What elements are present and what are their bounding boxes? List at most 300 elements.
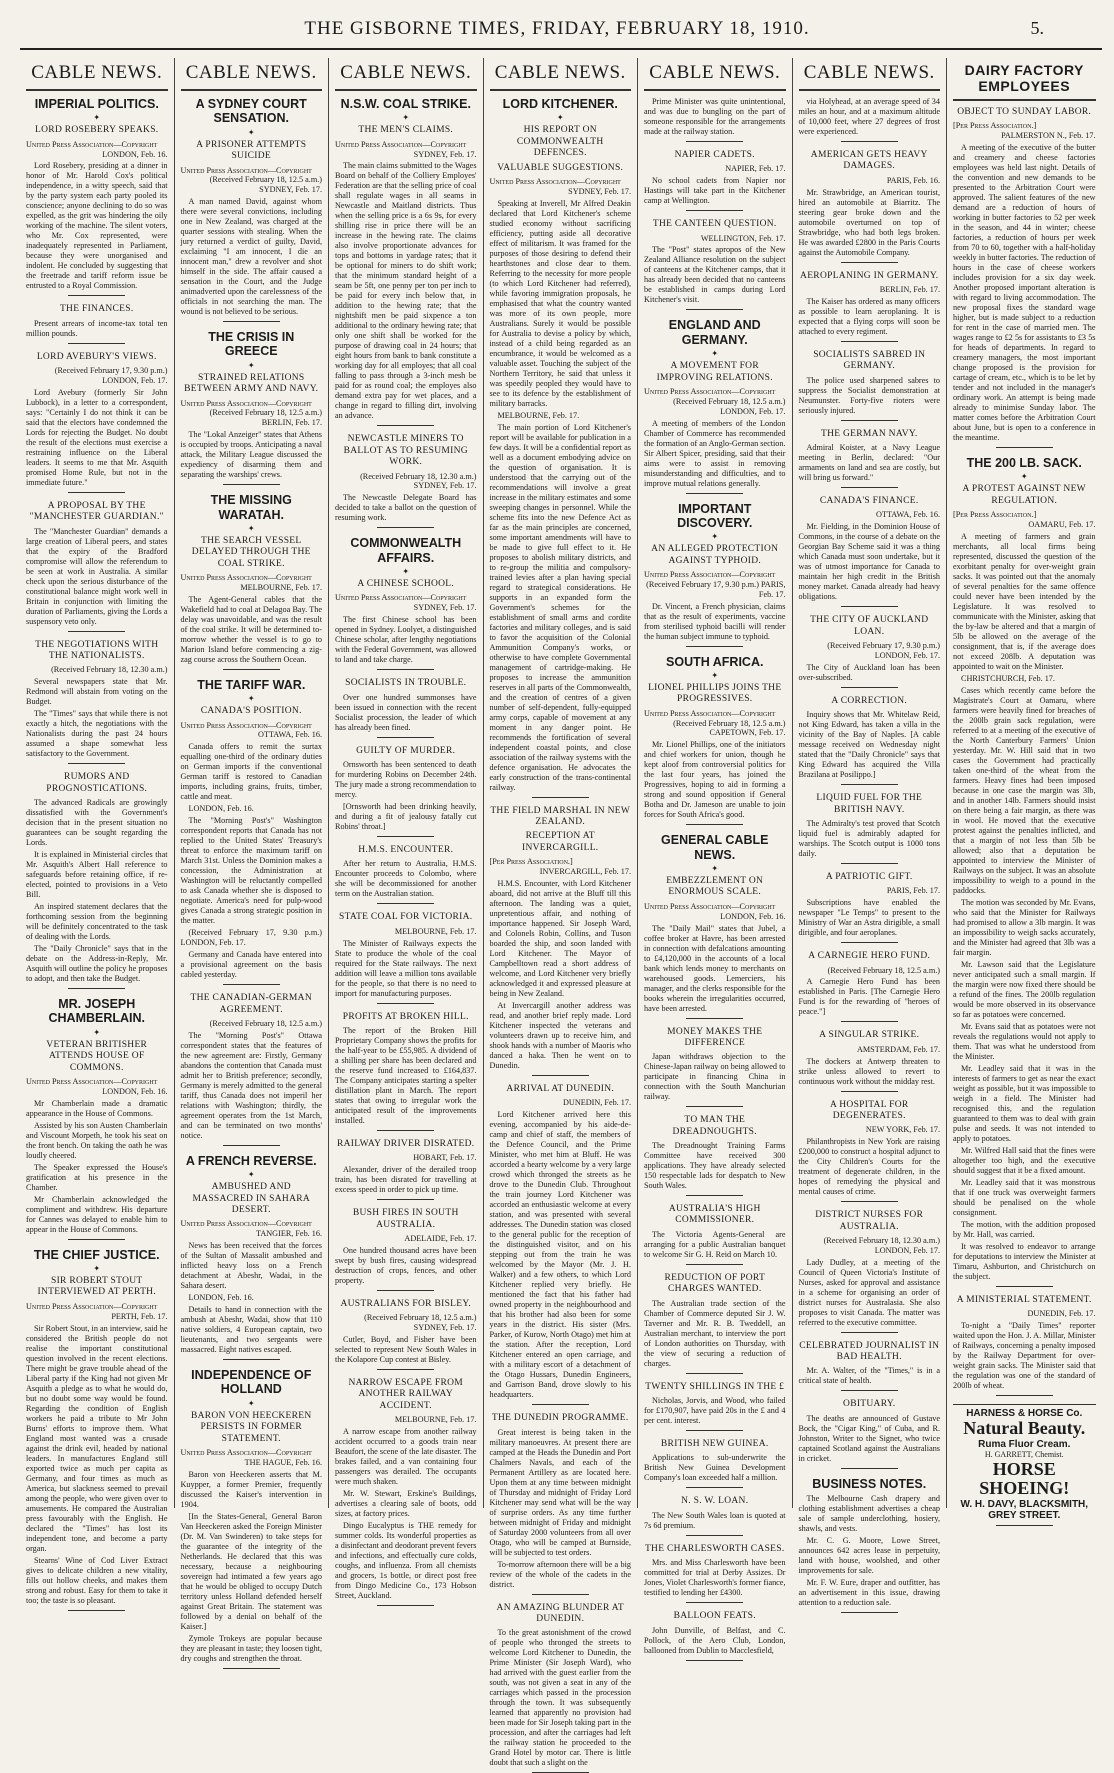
column-heading: CABLE NEWS. xyxy=(26,58,168,91)
article-paragraph: Alexander, driver of the derailed troop train, has been disrated for travelling at excess speed in order to pick up time. xyxy=(335,1165,477,1195)
article-subheading: AMBUSHED AND MASSACRED IN SAHARA DESERT. xyxy=(181,1182,323,1216)
article-divider xyxy=(68,343,125,344)
article-subheading: LIONEL PHILLIPS JOINS THE PROGRESSIVES. xyxy=(644,683,786,706)
article-paragraph: MELBOURNE, Feb. 17. xyxy=(490,411,632,421)
press-credit: United Press Association—Copyright xyxy=(335,593,477,603)
article xyxy=(953,456,1096,1287)
column-4 xyxy=(484,58,639,1508)
article-divider xyxy=(841,141,898,142)
dateline: PARIS, Feb. 16. xyxy=(799,176,941,186)
divider-star: ✦ xyxy=(26,114,168,122)
article-paragraph: Mr. Leadley said that it was in the interests of farmers to get as near the exact weight as possible, but it was impossible to weigh in a field. The Minister had recognised this, and the regulation guaranteed to them was to deal with grain pulse and seeds. It was not intended to apply to potatoes. xyxy=(953,1064,1096,1144)
article-paragraph: To the great astonishment of the crowd of people who thronged the streets to welcome Lord Kitchener to Dunedin, the Prime Minister (Sir Joseph Ward), who had arrived with the guest earlier from the south, was not given a seat in any of the carriages which passed in the procession through the town. It was subsequently learned that apparently no provision had been made for Sir Joseph taking part in the procession, and after the carriages had left the railway station he proceeded to the Grand Hotel by motor car. There is little doubt that such a slight on the xyxy=(490,1628,632,1768)
article-subheading: VETERAN BRITISHER ATTENDS HOUSE OF COMMONS. xyxy=(26,1040,168,1074)
article-divider xyxy=(532,1594,589,1595)
article-divider xyxy=(377,527,434,528)
article-paragraph: The "Daily Chronicle" says that in the debate on the Address-in-Reply, Mr. Asquith will outline the policy he proposes to adopt, and then take the Budget. xyxy=(26,944,168,984)
article-divider xyxy=(686,1535,743,1536)
article-paragraph: The Speaker expressed the House's gratification at his presence in the Chamber. xyxy=(26,1163,168,1193)
dateline: LONDON, Feb. 16. xyxy=(26,150,168,160)
article-subheading: RUMORS AND PROGNOSTICATIONS. xyxy=(26,772,168,795)
article-divider xyxy=(686,1106,743,1107)
article-divider xyxy=(377,1130,434,1131)
article xyxy=(644,1273,786,1374)
column-7 xyxy=(947,58,1102,1508)
article-paragraph: H.M.S. Encounter, with Lord Kitchener aboard, did not arrive at the Bluff till this afternoon. The landing was a quiet, unpretentious affair, and nothing of importance happened. Sir Joseph Ward, and Colonels Robin, Collins, and Tuson boarded the ship, and soon landed with Lord Kitchener. The Mayor of Campbelltown read a short address of welcome, and Lord Kitchener very briefly acknowledged it and expressed pleasure at being in New Zealand. xyxy=(490,879,632,999)
article-paragraph: The report of the Broken Hill Proprietary Company shows the profits for the half-year to be £55,985. A dividend of a shilling per share has been declared and the reserve fund increased to £164,837. The Company anticipates starting a spelter distillation plant in March. The report states that owing to irregular work the anticipated result of the improvements installed. xyxy=(335,1026,477,1126)
article-subheading: A SINGULAR STRIKE. xyxy=(799,1030,941,1041)
article-paragraph: Sir Robert Stout, in an interview, said he considered the British people do not realise the important constitutional question involved in the recent elections. There might be grave trouble ahead of the Liberal party if the King had not given Mr Asquith a pledge as to what he would do, but no doubt some way would be found. Regarding the condition of English workers he paid a tribute to Mr John Burns' efforts to improve them. What England most wanted was a crusade against the drink evil, headed by national leaders. In manufactures England still exported twice as much per capita as Germany, and four times as much as America, but slackness seemed to prevail among the people, who were given over to amusements. He compared the Australian press favourably with the English. He declared the "Times" has lost its independent tone, and become a party organ. xyxy=(26,1324,168,1554)
article-subheading: OBJECT TO SUNDAY LABOR. xyxy=(953,107,1096,118)
article-subheading: DISTRICT NURSES FOR AUSTRALIA. xyxy=(799,1210,941,1233)
article-headline: THE 200 LB. SACK. xyxy=(953,456,1096,470)
article-divider xyxy=(223,321,280,322)
article-subheading: CANADA'S POSITION. xyxy=(181,706,323,717)
article-paragraph: The motion, with the addition proposed by Mr. Hall, was carried. xyxy=(953,1220,1096,1240)
article xyxy=(490,806,632,1076)
column-heading: CABLE NEWS. xyxy=(181,58,323,91)
article xyxy=(335,678,477,737)
article-subheading: A PROTEST AGAINST NEW REGULATION. xyxy=(953,484,1096,507)
article xyxy=(335,912,477,1003)
ad-line: H. GARRETT, Chemist. xyxy=(953,1450,1096,1460)
newspaper-title: THE GISBORNE TIMES, FRIDAY, FEBRUARY 18, 1910. xyxy=(0,18,1114,40)
dateline: LONDON, Feb. 16. xyxy=(26,1087,168,1097)
article-paragraph: Dr. Vincent, a French physician, claims that as the result of experiments, vaccine from sterilised typhoid bacilli will render the human subject immune to typhoid. xyxy=(644,602,786,642)
dateline: MELBOURNE, Feb. 17. xyxy=(181,583,323,593)
article-divider xyxy=(996,1395,1053,1396)
article-divider xyxy=(532,1075,589,1076)
article xyxy=(644,1439,786,1488)
press-credit: United Press Association—Copyright xyxy=(181,1219,323,1229)
dateline: BERLIN, Feb. 17. xyxy=(799,285,941,295)
article-paragraph: An inspired statement declares that the forthcoming session from the beginning will be definitely concentrated to the task of dealing with the Lords. xyxy=(26,902,168,942)
article-headline: MR. JOSEPH CHAMBERLAIN. xyxy=(26,997,168,1026)
article xyxy=(335,434,477,528)
article-subheading: THE GERMAN NAVY. xyxy=(799,429,941,440)
ad-line: Ruma Fluor Cream. xyxy=(953,1439,1096,1450)
article-subheading: HIS REPORT ON COMMONWEALTH DEFENCES. xyxy=(490,125,632,159)
article xyxy=(953,107,1096,448)
article-headline: BUSINESS NOTES. xyxy=(799,1477,941,1491)
dateline: INVERCARGILL, Feb. 17. xyxy=(490,867,632,877)
article-divider xyxy=(377,425,434,426)
article-subheading: A CARNEGIE HERO FUND. xyxy=(799,951,941,962)
article-paragraph: [Ornsworth had been drinking heavily, and during a fit of jealousy fatally cut Robins' throat.] xyxy=(335,802,477,832)
article-paragraph: Great interest is being taken in the military manoeuvres. At present there are camped at the Heads the Dunedin and Port Chalmers Navals, and each of the Permanent Artillery as are located here. Upon them at any time between midnight of Thursday and midnight of Friday Lord Kitchener may send what will be the way of surprise orders. As any time further between midnight of Friday and midnight of Saturday 2000 volunteers from all over Otago, who will be camped at Burnside, will be subjected to test orders. xyxy=(490,1428,632,1558)
ad-line: Natural Beauty. xyxy=(953,1419,1096,1439)
article-paragraph: The main portion of Lord Kitchener's report will be available for publication in a few days. It will be a confidential report as well as a document embodying advice on the question of organisation. It is understood that the carrying out of the recommendations will involve a great increase in the military estimates and some sweeping changes in personnel. While the scheme fits into the new Defence Act as far as the main principles are concerned, some important amendments will have to be made to give full effect to it. He proposes to abolish military districts, and to re-group the militia and compulsory-trained levies after a plan having special regard to strategical considerations. He supports in an expanded form the Government's schemes for the establishment of small arms and cordite factories and military colleges, and is said to favor the acquisition of the Colonial Ammunition Company's works, or otherwise to have complete Governmental management of cartridge-making. He proposes to increase the ammunition reserves in all parts of the Commonwealth, and the creation of centres of a given number of self-dependent, fully-equipped army corps, capable of movement at any moment in any danger point. He recommends the fortification of several independent coastal points, and close association of the railway systems with the defence organisation. He advocates the early construction of the trans-continental railway. xyxy=(490,423,632,793)
dateline: (Received February 18, 12.5 a.m.) CAPETOWN, Feb. 17. xyxy=(644,719,786,739)
article-paragraph: Japan withdraws objection to the Chinese-Japan railway on being allowed to participate in financing China in connection with the South Manchurian railway. xyxy=(644,1052,786,1102)
dateline: OTTAWA, Feb. 16. xyxy=(799,510,941,520)
press-credit: United Press Association—Copyright xyxy=(181,166,323,176)
masthead xyxy=(0,18,1114,44)
article-paragraph: The Newcastle Delegate Board has decided to take a ballot on the question of resuming work. xyxy=(335,493,477,523)
article-divider xyxy=(377,903,434,904)
article-divider xyxy=(532,1404,589,1405)
article-paragraph: Mr. Lionel Phillips, one of the initiators and chief workers for union, though he kept aloof from controversial politics for the last four years, has joined the Progressives, hoping to aid in forming a strong and sound opposition if General Botha and Dr. Jameson are unable to join forces for South Africa's good. xyxy=(644,740,786,820)
dateline: (Received February 18, 12.30 a.m.) SYDNEY, Feb. 17. xyxy=(335,472,477,492)
article-paragraph: Ornsworth has been sentenced to death for murdering Robins on December 24th. The jury made a strong recommendation to mercy. xyxy=(335,760,477,800)
article-paragraph: Admiral Koister, at a Navy League meeting in Berlin, declared: "Our armaments on land and sea are costly, but will bring us forward." xyxy=(799,443,941,483)
article-subheading: THE SEARCH VESSEL DELAYED THROUGH THE COAL STRIKE. xyxy=(181,536,323,570)
article-paragraph: The Australian trade section of the Chamber of Commerce deputed Sir J. W. Taverner and Mr. R. B. Tweddell, an Australian merchant, to interview the port of London authorities on Thursday, with the view of securing a reduction of charges. xyxy=(644,1299,786,1369)
article xyxy=(799,1477,941,1613)
article xyxy=(799,1030,941,1091)
article-subheading: THE NEGOTIATIONS WITH THE NATIONALISTS. xyxy=(26,640,168,663)
divider-star: ✦ xyxy=(953,473,1096,481)
press-credit: United Press Association—Copyright xyxy=(26,140,168,150)
article-paragraph: Baron von Heeckeren asserts that M. Kuypper, a former Premier, frequently discussed the Kaiser's intervention in 1904. xyxy=(181,1470,323,1510)
article-divider xyxy=(841,942,898,943)
dateline: PARIS, Feb. 17. xyxy=(799,886,941,896)
dateline: NEW YORK, Feb. 17. xyxy=(799,1125,941,1135)
divider-star: ✦ xyxy=(644,533,786,541)
article-subheading: CANADA'S FINANCE. xyxy=(799,496,941,507)
article-paragraph: No school cadets from Napier nor Hastings will take part in the Kitchener camp at Wellington. xyxy=(644,176,786,206)
article-subheading: THE FINANCES. xyxy=(26,304,168,315)
article-divider xyxy=(68,988,125,989)
article-subheading: N. S. W. LOAN. xyxy=(644,1496,786,1507)
article-headline: GENERAL CABLE NEWS. xyxy=(644,833,786,862)
article-divider xyxy=(68,492,125,493)
press-credit: United Press Association—Copyright xyxy=(181,721,323,731)
article-divider xyxy=(841,784,898,785)
article-paragraph: A meeting of farmers and grain merchants, all local firms being represented, discussed the question of the exorbitant penalty for over-weight grain sacks. It was pointed out that the anomaly of several penalties for the same offence could never have been intended by the Legislature. It was resolved to communicate with the Minister, asking that the by-law be altered and that a margin of 5lb be allowed on the average of the consignment, that is, if the average does not exceed 208lb. A deputation was appointed to wait on the Minister. xyxy=(953,532,1096,672)
column-heading: CABLE NEWS. xyxy=(799,58,941,91)
article-paragraph: Stearns' Wine of Cod Liver Extract gives to delicate children a new vitality, fills out hollow cheeks, and makes them strong and robust. Easy for them to take it too; the taste is so pleasant. xyxy=(26,1556,168,1606)
article-paragraph: Over one hundred summonses have been issued in connection with the recent Socialist procession, the leader of which has already been fined. xyxy=(335,693,477,733)
article-subheading: TO MAN THE DREADNOUGHTS. xyxy=(644,1115,786,1138)
article-paragraph: The police used sharpened sabres to suppress the Socialist demonstration at Neumunster. Forty-five rioters were seriously injured. xyxy=(799,376,941,416)
article xyxy=(799,350,941,421)
article xyxy=(644,150,786,211)
article-subheading: LIQUID FUEL FOR THE BRITISH NAVY. xyxy=(799,793,941,816)
article-paragraph: News has been received that the forces of the Sultan of Massalit ambushed and inflicted heavy loss on a French detachment at Abeshr, Wadai, in the Sahara desert. xyxy=(181,1241,323,1291)
article-paragraph: Mr Chamberlain made a dramatic appearance in the House of Commons. xyxy=(26,1099,168,1119)
column-2 xyxy=(175,58,330,1508)
article-headline: SOUTH AFRICA. xyxy=(644,655,786,669)
ad-line: HARNESS & HORSE Co. xyxy=(953,1408,1096,1419)
article-paragraph: Assisted by his son Austen Chamberlain and Viscount Morpeth, he took his seat on the front bench. On taking the oath he was loudly cheered. xyxy=(26,1121,168,1161)
dateline: (Received February 17, 9.30 p.m.) PARIS, Feb. 17. xyxy=(644,580,786,600)
article xyxy=(799,271,941,342)
article xyxy=(644,1544,786,1603)
article-divider xyxy=(377,737,434,738)
article-paragraph: The "Post" states apropos of the New Zealand Alliance resolution on the subject of canteens at the Kitchener camps, that it has already been decided that no canteens be established in camps during Lord Kitchener's visit. xyxy=(644,245,786,305)
column-5 xyxy=(638,58,793,1508)
article xyxy=(799,1100,941,1203)
article-paragraph: The deaths are announced of Gustave Bock, the "Cigar King," of Cuba, and R. Johnston, Writer to the Signet, who twice captained Scotland against the Australians in cricket. xyxy=(799,1414,941,1464)
article-subheading: A CORRECTION. xyxy=(799,696,941,707)
dateline: (Received February 17, 9.30 p.m.) LONDON, Feb. 17. xyxy=(26,366,168,386)
article-paragraph: A meeting of the executive of the butter and creamery and cheese factories employees was held last night. Details of the convention and new demands to be presented to the Arbitration Court were approved. The salient features of the new demand are a reduction of hours of working in butter factories to 52 per week in the season, and 44 in winter; cheese factories, a reduction of hours per week from 70 to 60, together with a half-holiday weekly in butter factories. The reduction of hours in the case of cheese workers includes provision for a six day week. Another proposed important alteration is with regard to living accommodation. The new proposal fixes the standard wage higher, but is made subject to a reduction for rent in the case of married men. The wages range to £2 5s for assistants to £3 5s for heads of departments. In regard to creamery managers, the most important change proposed is the provision for cartage of cream, etc., which is to be let by tender and not included in the manager's ordinary work. An attempt is being made already to minimise Sunday labor. The matter comes before the Arbitration Court about June, but is open to a conference in the meantime. xyxy=(953,143,1096,443)
article-paragraph: The "Manchester Guardian" demands a large creation of Liberal peers, and states that the expiry of the Bradford compromise will allow the referendum to be seen at work in Australia. A similar check upon the serious disturbance of the constitutional balance might work well in Britain in conjunction with limiting the duration of Parliaments, giving the Lords a suspensory veto only. xyxy=(26,527,168,627)
article xyxy=(644,1027,786,1108)
dateline: (Received February 18, 12.5 a.m.) BERLIN, Feb. 17. xyxy=(181,408,323,428)
article-paragraph: Mrs. and Miss Charlesworth have been committed for trial at Derby Assizes. Dr Jones, Violet Charlesworth's former fiance, testified to lending her £4300. xyxy=(644,1558,786,1598)
article xyxy=(26,640,168,765)
dateline: (Received February 18, 12.30 a.m.) xyxy=(26,665,168,675)
article-divider xyxy=(686,1018,743,1019)
dateline: DUNEDIN, Feb. 17. xyxy=(490,1098,632,1108)
article-paragraph: LONDON, Feb. 16. xyxy=(181,1293,323,1303)
press-credit: United Press Association—Copyright xyxy=(181,1448,323,1458)
article-subheading: A MOVEMENT FOR IMPROVING RELATIONS. xyxy=(644,361,786,384)
dateline: SYDNEY, Feb. 17. xyxy=(335,150,477,160)
article-divider xyxy=(532,797,589,798)
article xyxy=(181,993,323,1146)
article-subheading: AN AMAZING BLUNDER AT DUNEDIN. xyxy=(490,1603,632,1626)
article xyxy=(335,97,477,426)
article-headline: THE CHIEF JUSTICE. xyxy=(26,1248,168,1262)
article xyxy=(799,496,941,607)
article-divider xyxy=(377,1369,434,1370)
article xyxy=(799,1399,941,1468)
article-divider xyxy=(686,1195,743,1196)
ad-line: W. H. DAVY, BLACKSMITH, GREY STREET. xyxy=(953,1499,1096,1521)
article-subheading: LORD ROSEBERY SPEAKS. xyxy=(26,125,168,136)
article-divider xyxy=(223,984,280,985)
article-subheading: SIR ROBERT STOUT INTERVIEWED AT PERTH. xyxy=(26,1276,168,1299)
article-divider xyxy=(223,1145,280,1146)
article-paragraph: via Holyhead, at an average speed of 34 miles an hour, and at a maximum altitude of 10,000 feet, where 27 degrees of frost were experienced. xyxy=(799,97,941,137)
article-subheading: THE CHARLESWORTH CASES. xyxy=(644,1544,786,1555)
article-divider xyxy=(686,824,743,825)
article-divider xyxy=(686,1487,743,1488)
article-paragraph: The Victoria Agents-General are arranging for a public Australian banquet to welcome Sir G. H. Reid on March 10. xyxy=(644,1230,786,1260)
article-paragraph: The "Morning Post's" Washington correspondent reports that Canada has not replied to the United States' Treasury's threat to enforce the maximum tariff on March 31st. Unless the Dominion makes a concession, the Administration at Washington will be reluctantly compelled to ask Canada whether she is disposed to negotiate. America's need for pulp-wood gives Canada a strong strategic position in the matter. xyxy=(181,816,323,926)
article-subheading: A CHINESE SCHOOL. xyxy=(335,579,477,590)
article xyxy=(799,150,941,263)
dateline: TANGIER, Feb. 16. xyxy=(181,1229,323,1239)
article-headline: IMPERIAL POLITICS. xyxy=(26,97,168,111)
dateline: OTTAWA, Feb. 16. xyxy=(181,730,323,740)
article xyxy=(953,1404,1096,1526)
article-subheading: AN ALLEGED PROTECTION AGAINST TYPHOID. xyxy=(644,544,786,567)
article-divider xyxy=(377,669,434,670)
article-divider xyxy=(841,341,898,342)
article-headline: N.S.W. COAL STRIKE. xyxy=(335,97,477,111)
column-heading: DAIRY FACTORY EMPLOYEES xyxy=(953,58,1096,101)
article-paragraph: The Dreadnought Training Farms Committee have received 300 applications. They have already selected 150 respectable lads for despatch to New South Wales. xyxy=(644,1141,786,1191)
article-paragraph: Mr. F. W. Eure, draper and outfitter, has an advertisement in this issue, drawing attention to a reduction sale. xyxy=(799,1578,941,1608)
newspaper-columns xyxy=(20,58,1102,1508)
article-subheading: GUILTY OF MURDER. xyxy=(335,746,477,757)
press-credit: United Press Association—Copyright xyxy=(644,570,786,580)
article xyxy=(26,1248,168,1611)
article-subheading: REDUCTION OF PORT CHARGES WANTED. xyxy=(644,1273,786,1296)
divider-star: ✦ xyxy=(181,1171,323,1179)
article-headline: LORD KITCHENER. xyxy=(490,97,632,111)
press-credit: United Press Association—Copyright xyxy=(181,573,323,583)
article xyxy=(644,219,786,310)
article-divider xyxy=(841,420,898,421)
article-divider xyxy=(841,687,898,688)
article xyxy=(335,1139,477,1200)
article xyxy=(181,1368,323,1669)
article-divider xyxy=(996,447,1053,448)
article xyxy=(26,97,168,296)
dateline: THE HAGUE, Feb. 16. xyxy=(181,1458,323,1468)
dateline: (Received February 18, 12.5 a.m.) xyxy=(181,1019,323,1029)
article-paragraph: Lord Avebury (formerly Sir John Lubbock), in a letter to a correspondent, says: "Certainly I do not think it can be said that the electors have condemned the Lords for rejecting the Budget. No doubt the result of the elections must exercise a restraining influence on the Liberal leaders. It seems to me that Mr. Asquith promised Home Rule, but not in the immediate future." xyxy=(26,388,168,488)
article-paragraph: Mr. Strawbridge, an American tourist, hired an automobile at Biarritz. The steering gear broke down and the automobile overturned on top of Strawbridge, who had both legs broken. He was awarded £2800 in the Paris Courts against the Automobile Company. xyxy=(799,188,941,258)
article-subheading: THE CITY OF AUCKLAND LOAN. xyxy=(799,615,941,638)
dateline: (Received February 18, 12.30 a.m.) LONDON, Feb. 17. xyxy=(799,1236,941,1256)
article xyxy=(799,793,941,864)
article-paragraph: The main claims submitted to the Wages Board on behalf of the Colliery Employes' Federation are that the selling price of coal shall regulate wages in all seams in Newcastle and Maitland districts. Thus when the selling price is a 6s 9s, for every shilling rise in price there will be an increase in the hewing rate. The claims also involve proportionate advances for tops and bottoms in yardage rates; that it be optional for miners to do shift work; that the minimum standard height of a seam be 5ft, one penny per ton per inch to be paid for every inch below that, in addition to the hewing rate; that the nightshift men be paid sixpence a ton additional to the ordinary hewing rate; that only one shift shall be worked for the purpose of drawing coal in 24 hours; that eight hours from bank to bank constitute a working day for all employes; that all coal falling to pass through a 3-inch mesh be paid for as round coal; the employes also demand extra pay for wet places, and a change in regard to filling dirt, involving an advance. xyxy=(335,161,477,421)
article xyxy=(799,429,941,488)
divider-star: ✦ xyxy=(181,1400,323,1408)
dateline: PALMERSTON N., Feb. 17. xyxy=(953,131,1096,141)
article-headline: COMMONWEALTH AFFAIRS. xyxy=(335,536,477,565)
article-divider xyxy=(841,1612,898,1613)
dateline: (Received February 17, 9.30 p.m.) LONDON, Feb. 17. xyxy=(799,641,941,661)
article xyxy=(644,655,786,826)
article xyxy=(181,97,323,322)
article-divider xyxy=(377,1199,434,1200)
article xyxy=(335,746,477,837)
article-paragraph: Mr. Leadley said that it was monstrous that if one truck was overweight farmers should be penalised on the whole consignment. xyxy=(953,1178,1096,1218)
article-paragraph: One hundred thousand acres have been swept by bush fires, causing widespread destruction of crops, fences, and other property. xyxy=(335,1246,477,1286)
press-credit: United Press Association—Copyright xyxy=(644,387,786,397)
article xyxy=(490,1084,632,1405)
article xyxy=(181,493,323,670)
divider-star: ✦ xyxy=(644,672,786,680)
article xyxy=(644,1611,786,1660)
article-subheading: H.M.S. ENCOUNTER. xyxy=(335,845,477,856)
article-headline: IMPORTANT DISCOVERY. xyxy=(644,502,786,531)
article-headline: ENGLAND AND GERMANY. xyxy=(644,318,786,347)
article-subheading: LORD AVEBURY'S VIEWS. xyxy=(26,352,168,363)
article-subheading: A HOSPITAL FOR DEGENERATES. xyxy=(799,1100,941,1123)
masthead-rule xyxy=(20,48,1102,50)
article-paragraph: Mr. C. G. Moore, Lowe Street, announces 642 acres lease in perpetuity, land with house, woolshed, and other improvements for sale. xyxy=(799,1536,941,1576)
article-paragraph: CHRISTCHURCH, Feb. 17. xyxy=(953,674,1096,684)
dateline: MELBOURNE, Feb. 17. xyxy=(335,1415,477,1425)
article-headline: THE CRISIS IN GREECE xyxy=(181,330,323,359)
article-paragraph: It was resolved to endeavor to arrange for deputations to interview the Minister at Timaru, Ashburton, and Christchurch on the subject. xyxy=(953,1242,1096,1282)
dateline: (Received February 18, 12.5 a.m.) SYDNEY, Feb. 17. xyxy=(335,1313,477,1333)
article xyxy=(26,501,168,632)
article-subheading: AUSTRALIANS FOR BISLEY. xyxy=(335,1299,477,1310)
article-paragraph: The dockers at Antwerp threaten to strike unless allowed to revert to continuous work without the midday rest. xyxy=(799,1057,941,1087)
article-paragraph: [In the States-General, General Baron Van Heeckeren asked the Foreign Minister (Dr. M. Van Swinderen) to take steps for the guarantee of the integrity of the Netherlands. He declared that this was necessary, because a neighbouring sovereign had intimated a few years ago that he would be obliged to occupy Dutch territory unless Holland defended herself against Great Britain. The statement was followed by a denial on behalf of the Kaiser.] xyxy=(181,1512,323,1632)
article-paragraph: Cases which recently came before the Magistrate's Court at Oamaru, where farmers were heavily fined for breaches of the 200lb grain sack regulation, were referred to at a meeting of the executive of the North Canterbury Farmers' Union yesterday. Mr. W. Hill said that in two cases the Government had practically taken one-third of the wheat from the farmers. Heavy fines had been imposed because in one case the margin was 3lb, and in another 14lb. Farmers should insist on there being a fair margin, as there was in wool. He moved that the executive protest against the penalties inflicted, and that a margin of not less than 5lb be allowed; also that a deputation be appointed to interview the Minister of Railways on the subject. It was an absolute impossibility to weigh to a pound in the paddocks. xyxy=(953,686,1096,896)
column-heading: CABLE NEWS. xyxy=(335,58,477,91)
article xyxy=(335,1299,477,1370)
article-divider xyxy=(686,210,743,211)
dateline: ADELAIDE, Feb. 17. xyxy=(335,1234,477,1244)
article-headline: THE TARIFF WAR. xyxy=(181,678,323,692)
article-paragraph: The "Daily Mail" states that Jubel, a coffee broker at Havre, has been arrested in connection with defalcations amounting to £4,120,000 in the accounts of a local bank which lends money to merchants on warehoused goods. Lemerciers, his manager, and the clerks responsible for the books wherein the irregularities occurred, have been arrested. xyxy=(644,924,786,1014)
article-divider xyxy=(377,1290,434,1291)
column-3 xyxy=(329,58,484,1508)
article-subheading-2: VALUABLE SUGGESTIONS. xyxy=(490,163,632,174)
article-divider xyxy=(841,1091,898,1092)
article-paragraph: Applications to sub-underwrite the British New Guinea Development Company's loan exceeded half a million. xyxy=(644,1453,786,1483)
article-paragraph: John Dunville, of Belfast, and C. Pollock, of the Aero Club, London, ballooned from Dublin to Macclesfield, xyxy=(644,1626,786,1656)
article-subheading: SOCIALISTS IN TROUBLE. xyxy=(335,678,477,689)
press-credit: [Per Press Association.] xyxy=(953,510,1096,520)
article-paragraph: Subscriptions have enabled the newspaper "Le Temps" to present to the Ministry of War an Astra dirigible, a small dirigible, and four aeroplanes. xyxy=(799,898,941,938)
press-credit: United Press Association—Copyright xyxy=(181,399,323,409)
article xyxy=(799,872,941,943)
article-paragraph: Prime Minister was quite unintentional, and was due to bungling on the part of someone responsible for the arrangements made at the railway station. xyxy=(644,97,786,137)
article-divider xyxy=(841,1332,898,1333)
article-divider xyxy=(686,646,743,647)
article-paragraph: The Kaiser has ordered as many officers as possible to learn aeroplaning. It is expected that a flying corps will soon be attached to every regiment. xyxy=(799,297,941,337)
article-paragraph: LONDON, Feb. 16. xyxy=(181,804,323,814)
article-paragraph: Canada offers to remit the surtax equalling one-third of the ordinary duties on German imports if the conventional German tariff is restored to Canadian imports, including grains, fruits, timber, cattle and meat. xyxy=(181,742,323,802)
article-headline: THE MISSING WARATAH. xyxy=(181,493,323,522)
column-heading: CABLE NEWS. xyxy=(490,58,632,91)
divider-star: ✦ xyxy=(644,350,786,358)
article xyxy=(644,1204,786,1265)
article-divider xyxy=(686,493,743,494)
article-subheading-2: RECEPTION AT INVERCARGILL. xyxy=(490,831,632,854)
article-divider xyxy=(68,1239,125,1240)
article-paragraph: The motion was seconded by Mr. Evans, who said that the Minister for Railways had promised to allow a 3lb margin. It was an impossibility to weigh sacks accurately, and the Minister had agreed that 3lb was a fair margin. xyxy=(953,898,1096,958)
article xyxy=(335,1208,477,1291)
article-paragraph: Several newspapers state that Mr. Redmond will abstain from voting on the Budget. xyxy=(26,677,168,707)
article-divider xyxy=(841,1390,898,1391)
dateline: SYDNEY, Feb. 17. xyxy=(335,603,477,613)
article xyxy=(799,696,941,785)
article-paragraph: The City of Auckland loan has been over-subscribed. xyxy=(799,663,941,683)
article xyxy=(953,1295,1096,1396)
dateline: LONDON, Feb. 16. xyxy=(644,912,786,922)
article-divider xyxy=(841,1201,898,1202)
divider-star: ✦ xyxy=(490,114,632,122)
article-divider xyxy=(223,669,280,670)
article-divider xyxy=(841,262,898,263)
article-subheading: BRITISH NEW GUINEA. xyxy=(644,1439,786,1450)
article-paragraph: The Minister of Railways expects the State to produce the whole of the coal required for the State railways. The next addition will leave a million tons available for the people, so that there is no need to import for manufacturing purposes. xyxy=(335,939,477,999)
article-subheading: EMBEZZLEMENT ON ENORMOUS SCALE. xyxy=(644,876,786,899)
article xyxy=(26,304,168,343)
article xyxy=(644,833,786,1018)
article-paragraph: To-morrow afternoon there will be a big review of the whole of the cadets in the district. xyxy=(490,1560,632,1590)
article-subheading: THE DUNEDIN PROGRAMME. xyxy=(490,1413,632,1424)
article xyxy=(335,1378,477,1606)
article-subheading: A MINISTERIAL STATEMENT. xyxy=(953,1295,1096,1306)
article-subheading: THE FIELD MARSHAL IN NEW ZEALAND. xyxy=(490,806,632,829)
article-paragraph: Mr. Evans said that as potatoes were not reveals the regulations would not apply to them. That was what he understood from the Minister. xyxy=(953,1022,1096,1062)
divider-star: ✦ xyxy=(181,525,323,533)
article-subheading: NEWCASTLE MINERS TO BALLOT AS TO RESUMING WORK. xyxy=(335,434,477,468)
article-divider xyxy=(686,1430,743,1431)
article-divider xyxy=(841,863,898,864)
dateline: OAMARU, Feb. 17. xyxy=(953,520,1096,530)
article-subheading: TWENTY SHILLINGS IN THE £ xyxy=(644,1382,786,1393)
article-divider xyxy=(68,1610,125,1611)
article-subheading: OBITUARY. xyxy=(799,1399,941,1410)
article-subheading: PROFITS AT BROKEN HILL. xyxy=(335,1012,477,1023)
article-subheading: BALLOON FEATS. xyxy=(644,1611,786,1622)
dateline: NAPIER, Feb. 17. xyxy=(644,164,786,174)
article-subheading: THE CANTEEN QUESTION. xyxy=(644,219,786,230)
article-headline: A SYDNEY COURT SENSATION. xyxy=(181,97,323,126)
article xyxy=(644,1115,786,1196)
article-subheading: MONEY MAKES THE DIFFERENCE xyxy=(644,1027,786,1050)
article-divider xyxy=(686,1373,743,1374)
article xyxy=(335,536,477,670)
article xyxy=(26,772,168,989)
article-paragraph: Present arrears of income-tax total ten million pounds. xyxy=(26,319,168,339)
